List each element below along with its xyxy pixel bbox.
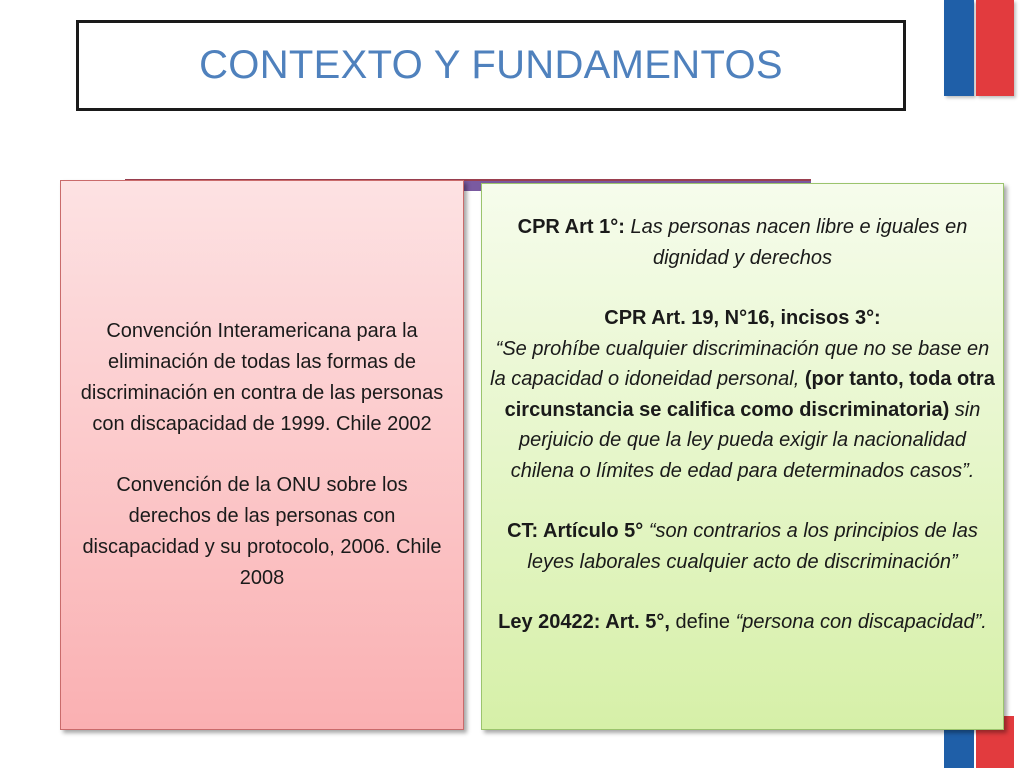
convention-interamericana-text: Convención Interamericana para la eliminación de todas las formas de discriminación en contra de las personas con discapacidad de 1999. Chile 2002 — [80, 320, 444, 435]
ct-art5-paragraph — [490, 516, 995, 577]
cpr-art1-label: CPR Art 1°: — [517, 216, 625, 238]
cpr-art19-label: CPR Art. 19, N°16, incisos 3°: — [604, 307, 881, 329]
slide-title: CONTEXTO Y FUNDAMENTOS — [199, 43, 783, 87]
convention-onu-text: Convención de la ONU sobre los derechos de las personas con discapacidad y su protocolo, 2006. Chile 2008 — [82, 474, 442, 589]
cpr-art19-bold-part: (por tanto, toda otra circunstancia se califica como discriminatoria) — [504, 368, 995, 421]
ct-art5-label: CT: Artículo 5° — [507, 520, 644, 542]
legal-basis-box — [481, 183, 1004, 730]
cpr-art19-quote: “Se prohíbe cualquier discriminación que no se base en la capacidad o idoneidad personal, — [490, 337, 990, 390]
flag-red-stripe-top — [976, 0, 1014, 96]
conventions-box — [60, 180, 464, 730]
ley-20422-paragraph — [490, 607, 995, 638]
ley-20422-text: define — [669, 611, 736, 633]
ct-art5-quote: “son contrarios a los principios de las leyes laborales cualquier acto de discriminación” — [527, 520, 978, 573]
title-box — [76, 20, 906, 111]
flag-blue-stripe-top — [944, 0, 974, 96]
cpr-art19-paragraph — [490, 303, 995, 486]
cpr-art19-quote-end: sin perjuicio de que la ley pueda exigir la nacionalidad chilena o límites de edad para determinados casos”. — [510, 398, 981, 482]
cpr-art1-paragraph — [490, 212, 995, 273]
ley-20422-label: Ley 20422: Art. 5°, — [498, 611, 670, 633]
cpr-art1-text: Las personas nacen libre e iguales en dignidad y derechos — [624, 216, 968, 269]
ley-20422-quote: “persona con discapacidad”. — [735, 611, 987, 633]
